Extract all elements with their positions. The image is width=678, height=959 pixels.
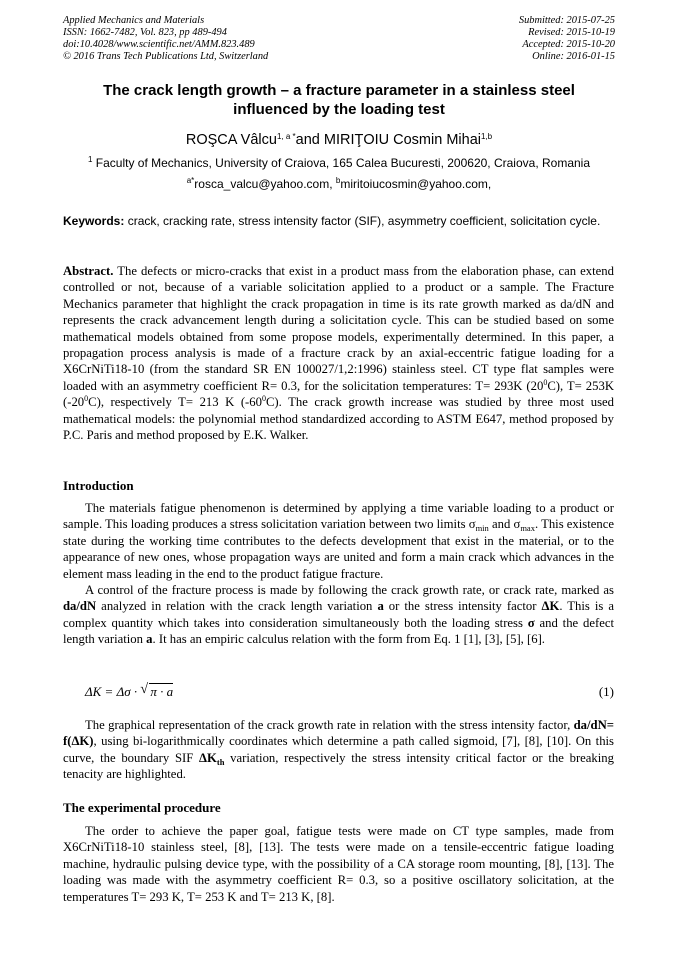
intro-paragraph-1: [63, 500, 614, 582]
abstract: [63, 263, 614, 443]
degree-sup-3: 0: [261, 394, 266, 404]
intro-p2-text-a: A control of the fracture process is made by following the crack growth rate, or crack rate, marked as: [85, 583, 614, 597]
experimental-paragraph-1: The order to achieve the paper goal, fatigue tests were made on CT type samples, made from X6CrNiTi18-10 stainless steel, [8], [13]. The tests were made on a tensile-eccentric fatigue loading machine, hydraulic pulsing device type, with the possibility of a CA storage room mounting, [8], [13]. The loading was made with the asymmetry coefficient R= 0.3, so a positive oscillatory solicitation, at the temperatures T= 293 K, T= 253 K and T= 213 K, [8].: [63, 824, 614, 904]
intro-p1-text-b: and σ: [488, 517, 521, 532]
intro-p2-bold-2: a: [377, 599, 384, 614]
sigma-min-sub: min: [475, 523, 489, 534]
author-1: ROŞCA Vâlcu: [185, 132, 277, 148]
journal-name: Applied Mechanics and Materials: [63, 15, 205, 26]
intro-paragraph-3: [63, 717, 614, 783]
intro-p3-text-c: , using bi-logarithmically coordinates which determine a path called sigmoid, [7], [8], [10]. On this curve, the boundary SIF: [63, 734, 614, 765]
keywords: [63, 213, 614, 229]
sqrt-icon: √: [140, 682, 149, 697]
email-b: miritoiucosmin@yahoo.com,: [340, 177, 492, 191]
intro-p3-bold-1: da/dN= f(ΔK): [63, 718, 614, 749]
journal-issn: ISSN: 1662-7482, Vol. 823, pp 489-494: [63, 27, 227, 38]
author-emails: [30, 177, 648, 191]
journal-info: [63, 15, 268, 63]
email-a-sup: a*: [186, 176, 195, 185]
intro-p2-text-g: . It has an empiric calculus relation with the form from Eq. 1 [1], [3], [5], [6].: [152, 632, 545, 647]
intro-p2-bold-3: ΔK: [541, 599, 560, 614]
sigma-max-sub: max: [520, 523, 535, 534]
intro-p2-text-c: analyzed in relation with the crack length variation: [96, 599, 378, 614]
author-2-sup: 1,b: [480, 132, 493, 141]
sqrt-expression: [140, 684, 173, 700]
intro-p2-text-d: or the stress intensity factor: [383, 599, 542, 614]
experimental-heading: The experimental procedure: [63, 800, 221, 815]
affiliation-sup: 1: [87, 155, 93, 164]
introduction-heading: Introduction: [63, 478, 134, 493]
journal-doi: doi:10.4028/www.scientific.net/AMM.823.489: [63, 39, 255, 50]
intro-paragraph-2: [63, 582, 614, 648]
intro-p2-text-f: and the defect length variation: [63, 615, 614, 647]
email-a: rosca_valcu@yahoo.com,: [194, 177, 333, 191]
author-line: [40, 131, 638, 149]
intro-p3-bold-2: ΔK: [199, 750, 217, 765]
journal-copyright: © 2016 Trans Tech Publications Ltd, Switzerland: [63, 51, 269, 62]
abstract-text-2: C), T= 253K (-20: [63, 378, 614, 410]
email-b-sup: b: [335, 176, 341, 185]
equation-1: [85, 684, 173, 700]
intro-p2-bold-5: a: [146, 632, 153, 647]
degree-sup-2: 0: [84, 394, 89, 404]
date-revised: Revised: 2015-10-19: [528, 27, 615, 38]
abstract-text-1: The defects or micro-cracks that exist in a product mass from the elaboration phase, can extend controlled or not, because of a variable solicitation applied to a product or a sample. The Fracture Mechanics parameter that highlight the crack propagation in time is its rate growth marked as da/dN and represents the crack advancement length during a solicitation cycle. This can be studied based on some mathematical models obtained from some propose models, experimentally determined. In this paper, a propagation process analysis is made of a fracture crack by an axial-eccentric fatigue loading for a X6CrNiTi18-10 (from the standard SR EN 100027/1,2:1996) stainless steel. CT type flat samples were loaded with an asymmetry coefficient R= 0.3, for the solicitation temperatures: T= 293K (20: [63, 264, 614, 393]
degree-sup-1: 0: [543, 377, 548, 387]
intro-p2-bold-4: σ: [527, 615, 535, 630]
abstract-text-4: C). The crack growth increase was studied by three most used mathematical models: the polynomial method standardized according to ASTM E647, method proposed by P.C. Paris and method proposed by E.K. Walker.: [63, 395, 614, 443]
date-submitted: Submitted: 2015-07-25: [518, 15, 615, 26]
affiliation-text: Faculty of Mechanics, University of Craiova, 165 Calea Bucuresti, 200620, Craiova, Romania: [95, 156, 591, 170]
submission-dates: [519, 15, 615, 63]
delta-k-th-sub: th: [216, 756, 225, 767]
equation-radicand: π · a: [150, 684, 174, 699]
intro-p3-text-a: The graphical representation of the crack growth rate in relation with the stress intensity factor,: [85, 718, 574, 732]
author-1-sup: 1, a *: [276, 132, 296, 141]
paper-title: The crack length growth – a fracture parameter in a stainless steel influenced by the loading test: [103, 82, 575, 118]
keywords-text: crack, cracking rate, stress intensity factor (SIF), asymmetry coefficient, solicitation cycle.: [127, 214, 601, 228]
date-online: Online: 2016-01-15: [532, 51, 615, 62]
intro-p3-text-d: variation, respectively the stress intensity critical factor or the breaking tenacity are highlighted.: [63, 750, 614, 782]
author-connector: and: [295, 132, 320, 148]
affiliation: [30, 156, 648, 170]
intro-p1-text-c: . This existence state during the working time contributes to the defects development that exist in the material, or to the appearance of new ones, whose propagation ways are united and form a main crack which advances in the element mass leading in the end to the product fatigue fracture.: [63, 517, 615, 581]
abstract-text-3: C), respectively T= 213 K (-60: [88, 395, 262, 410]
author-2: MIRIŢOIU Cosmin Mihai: [323, 132, 481, 148]
intro-p1-text-a: The materials fatigue phenomenon is determined by applying a time variable loading to a product or sample. This loading produces a stress solicitation variation between two limits σ: [63, 501, 614, 532]
equation-lhs: ΔK = Δσ ·: [85, 684, 141, 699]
abstract-label: Abstract.: [63, 264, 114, 278]
equation-number: (1): [598, 684, 614, 699]
intro-p2-text-e: . This is a complex quantity which takes into consideration simultaneously both the loading stress: [63, 599, 615, 630]
intro-p2-bold-1: da/dN: [63, 599, 97, 614]
date-accepted: Accepted: 2015-10-20: [522, 39, 615, 50]
keywords-label: Keywords:: [63, 214, 125, 228]
